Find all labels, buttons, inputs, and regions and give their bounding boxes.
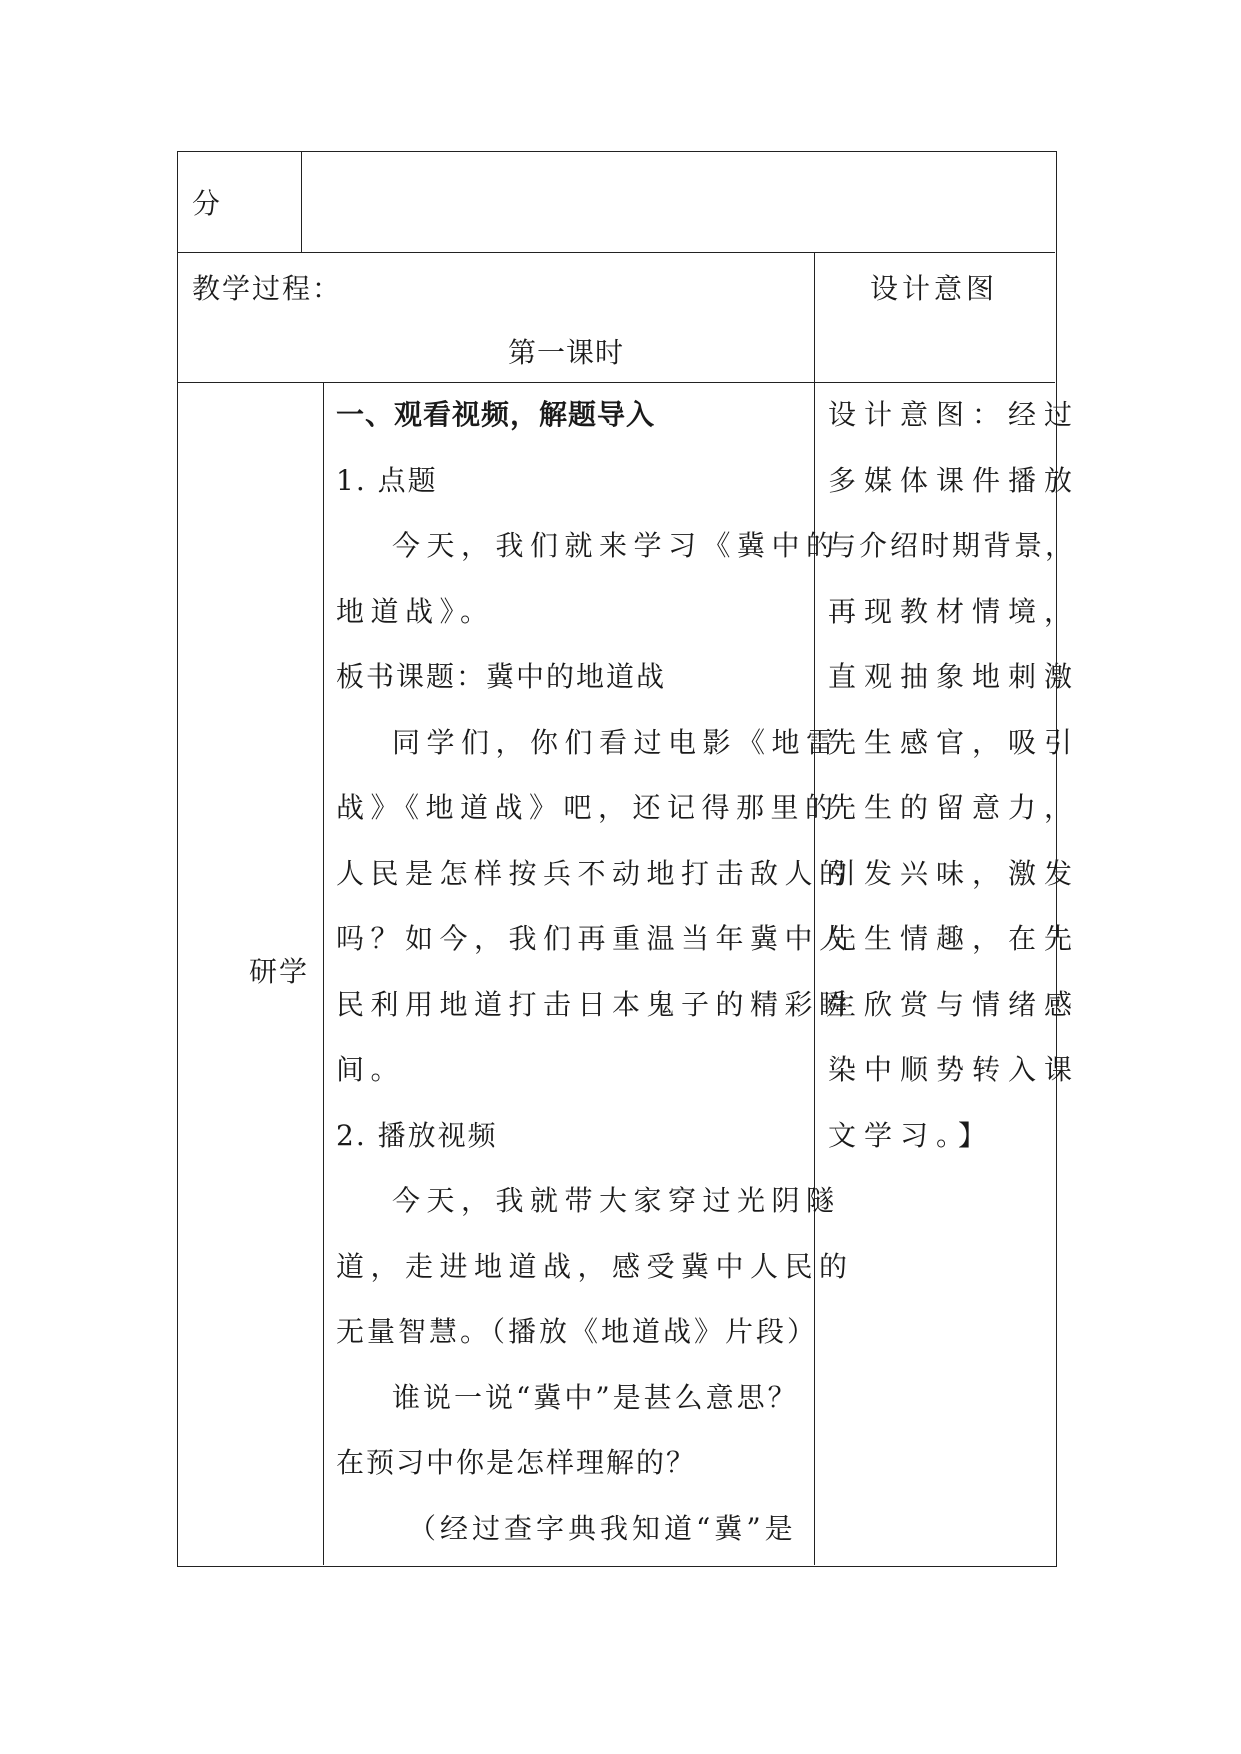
intent-line: 与介绍时期背景，: [828, 529, 1077, 562]
intent-line: 设计意图：经过: [828, 398, 1081, 431]
content-line: 板书课题：冀中的地道战: [336, 660, 667, 693]
design-intent-content: [828, 382, 1081, 1168]
content-line: 吗？如今，我们再重温当年冀中人: [336, 922, 854, 955]
column-divider: [814, 252, 815, 1565]
design-intent-header: 设计意图: [870, 272, 999, 305]
content-line: 民利用地道打击日本鬼子的精彩瞬: [336, 987, 854, 1021]
content-line: 地道战》。: [336, 594, 495, 628]
intent-line: 再现教材情境，: [828, 594, 1081, 628]
content-line: 人民是怎样按兵不动地打击敌人的: [336, 856, 854, 890]
content-line: 今天，我们就来学习《冀中的: [392, 529, 841, 562]
intent-line: 染中顺势转入课: [828, 1053, 1081, 1086]
header-left-cell: 分: [192, 187, 221, 220]
content-line: 今天，我就带大家穿过光阴隧: [392, 1184, 841, 1217]
content-line: 1. 点题: [336, 463, 438, 497]
process-label: 教学过程：: [192, 272, 343, 305]
side-label: 研学: [249, 955, 310, 988]
intent-line: 引发兴味，激发: [828, 856, 1081, 890]
column-divider: [323, 382, 324, 1565]
content-line: 在预习中你是怎样理解的？: [336, 1446, 697, 1479]
intent-line: 文学习。】: [828, 1118, 995, 1152]
session-title: 第一课时: [508, 336, 625, 369]
content-line: 战》《地道战》吧，还记得那里的: [336, 791, 840, 824]
row-divider: [178, 252, 1055, 253]
intent-line: 先生感官，吸引: [828, 725, 1081, 759]
intent-line: 生欣赏与情绪感: [828, 987, 1081, 1021]
section-heading: 一、观看视频，解题导入: [336, 398, 656, 431]
content-line: 2. 播放视频: [336, 1118, 498, 1152]
intent-line: 先生的留意力，: [828, 791, 1081, 824]
content-line: 同学们，你们看过电影《地雷: [392, 725, 841, 759]
column-divider: [301, 152, 302, 252]
lesson-plan-table: [177, 151, 1081, 1567]
intent-line: 多媒体课件播放: [828, 463, 1081, 497]
content-line: 间。: [336, 1053, 406, 1086]
content-line: 道，走进地道战，感受冀中人民的: [336, 1249, 854, 1283]
intent-line: 先生情趣，在先: [828, 922, 1081, 955]
intent-line: 直观抽象地刺激: [828, 660, 1081, 693]
content-line: 谁说一说“冀中”是甚么意思？: [392, 1380, 799, 1414]
teaching-content: [336, 382, 854, 1561]
content-line: （经过查字典我知道“冀”是: [408, 1511, 797, 1545]
content-line: 无量智慧。（播放《地道战》片段）: [336, 1315, 819, 1348]
